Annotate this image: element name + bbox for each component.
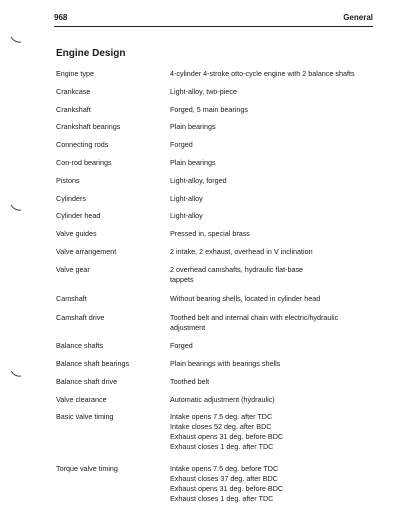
- spec-label: Balance shafts: [56, 341, 104, 350]
- spec-label: Balance shaft bearings: [56, 359, 130, 368]
- spec-label: Crankshaft: [56, 105, 91, 114]
- spec-value: [170, 395, 275, 405]
- spec-value-line: Plain bearings with bearings shells: [170, 359, 281, 368]
- spec-value: [170, 294, 320, 304]
- spec-value: [170, 313, 338, 333]
- spec-label: Camshaft drive: [56, 313, 105, 322]
- spec-label: Engine type: [56, 69, 94, 78]
- spec-label: Valve gear: [56, 265, 90, 274]
- spec-value: [170, 377, 209, 387]
- spec-label: Valve clearance: [56, 395, 107, 404]
- spec-value: [170, 158, 216, 168]
- spec-value-line: Plain bearings: [170, 158, 216, 167]
- spec-value-line: Exhaust closes 1 deg. after TDC: [170, 494, 274, 503]
- spec-label: Basic valve timing: [56, 412, 114, 421]
- spec-value-line: Forged: [170, 341, 193, 350]
- spec-value: [170, 176, 227, 186]
- spec-label: Crankcase: [56, 87, 91, 96]
- spec-value-line: Toothed belt: [170, 377, 210, 386]
- spec-label: Balance shaft drive: [56, 377, 118, 386]
- spec-value-line: Automatic adjustment (hydraulic): [170, 395, 275, 404]
- spec-value-line: Exhaust closes 37 deg. after BDC: [170, 474, 278, 483]
- spec-value-line: Light-alloy: [170, 211, 203, 220]
- spec-label: Torque valve timing: [56, 464, 118, 473]
- spec-value-line: Toothed belt and internal chain with electric/hydraulic: [170, 313, 339, 322]
- spec-label: Cylinders: [56, 194, 86, 203]
- spec-label: Camshaft: [56, 294, 87, 303]
- spec-label: Cylinder head: [56, 211, 101, 220]
- spec-value-line: Intake closes 52 deg. after BDC: [170, 422, 272, 431]
- spec-value-line: adjustment: [170, 323, 206, 332]
- spec-value-line: Exhaust opens 31 deg. before BDC: [170, 484, 284, 493]
- spec-value-line: Intake opens 7.5 deg. after TDC: [170, 412, 273, 421]
- page-header: [54, 12, 373, 27]
- section-name: General: [343, 13, 373, 22]
- binding-hole-mark: [10, 36, 22, 44]
- spec-value-line: 2 overhead camshafts, hydraulic flat-base: [170, 265, 304, 274]
- spec-value-line: Without bearing shells, located in cylinder head: [170, 294, 321, 303]
- spec-label: Pistons: [56, 176, 80, 185]
- spec-value: [170, 211, 203, 221]
- spec-value: [170, 464, 283, 504]
- spec-value-line: Forged: [170, 140, 193, 149]
- spec-value-line: 2 intake, 2 exhaust, overhead in V inclination: [170, 247, 313, 256]
- spec-value: [170, 229, 250, 239]
- spec-label: Connecting rods: [56, 140, 109, 149]
- binding-hole-mark: [10, 204, 22, 212]
- spec-label: Con-rod bearings: [56, 158, 112, 167]
- spec-value: [170, 140, 193, 150]
- binding-hole-mark: [10, 370, 22, 378]
- spec-label: Valve guides: [56, 229, 97, 238]
- spec-value: [170, 87, 237, 97]
- spec-value-line: tappets: [170, 275, 194, 284]
- section-heading: Engine Design: [56, 48, 126, 59]
- spec-value-line: Light-alloy, forged: [170, 176, 227, 185]
- spec-value-line: Pressed in, special brass: [170, 229, 250, 238]
- spec-value-line: 4-cylinder 4-stroke otto-cycle engine with 2 balance shafts: [170, 69, 355, 78]
- page-number: 968: [54, 13, 68, 22]
- spec-value: [170, 341, 193, 351]
- spec-value: [170, 194, 203, 204]
- spec-value-line: Intake opens 7.5 deg. before TDC: [170, 464, 279, 473]
- spec-value: [170, 105, 248, 115]
- spec-value: [170, 412, 283, 452]
- spec-label: Crankshaft bearings: [56, 122, 121, 131]
- spec-value: [170, 359, 280, 369]
- spec-value-line: Exhaust closes 1 deg. after TDC: [170, 442, 274, 451]
- spec-value: [170, 265, 303, 285]
- spec-value: [170, 122, 216, 132]
- spec-value-line: Exhaust opens 31 deg. before BDC: [170, 432, 284, 441]
- spec-value: [170, 69, 355, 79]
- spec-value-line: Forged, 5 main bearings: [170, 105, 248, 114]
- spec-value: [170, 247, 313, 257]
- spec-label: Valve arrangement: [56, 247, 117, 256]
- spec-value-line: Light-alloy: [170, 194, 203, 203]
- spec-value-line: Plain bearings: [170, 122, 216, 131]
- spec-value-line: Light-alloy, two-piece: [170, 87, 237, 96]
